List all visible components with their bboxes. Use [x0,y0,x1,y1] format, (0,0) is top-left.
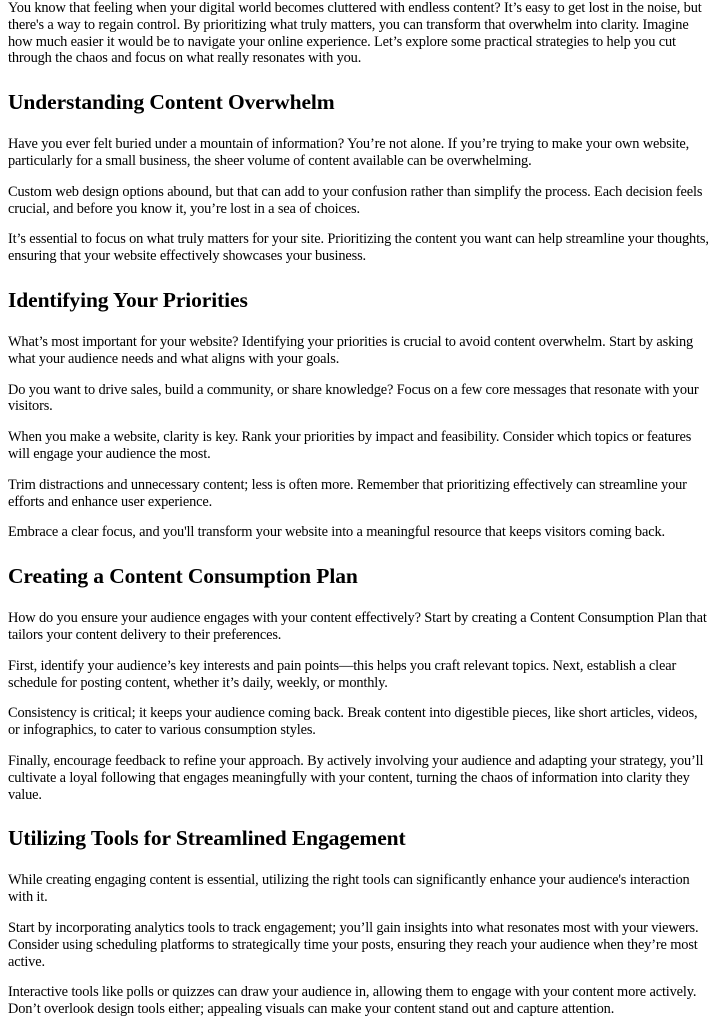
section-understanding-content-overwhelm [8,90,712,265]
paragraph: Do you want to drive sales, build a community, or share knowledge? Focus on a few core messages that resonate with your visitors. [8,381,699,415]
section-creating-content-consumption-plan [8,564,712,803]
paragraph: It’s essential to focus on what truly matters for your site. Prioritizing the content you want can help streamline your thoughts, ensuring that your website effectively showcases your business. [8,231,709,265]
paragraph: While creating engaging content is essential, utilizing the right tools can significantly enhance your audience's interaction with it. [8,872,690,906]
intro-paragraph: You know that feeling when your digital world becomes cluttered with endless content? It’s easy to get lost in the noise, but there's a way to regain control. By prioritizing what truly matters, you can transform that overwhelm into clarity. Imagine how much easier it would be to navigate your online experience. Let’s explore some practical strategies to help you cut through the chaos and focus on what really resonates with you. [8,0,702,67]
section-identifying-your-priorities [8,288,712,541]
paragraph: Have you ever felt buried under a mountain of information? You’re not alone. If you’re trying to make your own website, particularly for a small business, the sheer volume of content available can be overwhelming. [8,136,690,169]
paragraph: Consistency is critical; it keeps your audience coming back. Break content into digestible pieces, like short articles, videos, or infographics, to cater to various consumption styles. [8,705,698,739]
section-heading: Utilizing Tools for Streamlined Engagement [8,826,406,851]
section-utilizing-tools [8,826,712,1018]
section-heading: Understanding Content Overwhelm [8,90,335,115]
paragraph: What’s most important for your website? Identifying your priorities is crucial to avoid content overwhelm. Start by asking what your audience needs and what aligns with your goals. [8,333,694,367]
paragraph: Trim distractions and unnecessary content; less is often more. Remember that prioritizing effectively can streamline your efforts and enhance user experience. [8,476,687,510]
section-heading: Creating a Content Consumption Plan [8,564,358,589]
paragraph: When you make a website, clarity is key. Rank your priorities by impact and feasibility. Consider which topics or features will engage your audience the most. [8,429,692,462]
paragraph: Start by incorporating analytics tools to track engagement; you’ll gain insights into what resonates most with your viewers. Consider using scheduling platforms to strategically time your posts, ensuring they reach your audience when they’re most active. [8,919,699,970]
paragraph: First, identify your audience’s key interests and pain points—this helps you craft relevant topics. Next, establish a clear schedule for posting content, whether it’s daily, weekly, or monthly. [8,657,677,691]
section-heading: Identifying Your Priorities [8,287,248,312]
paragraph: Interactive tools like polls or quizzes can draw your audience in, allowing them to engage with your content more actively. Don’t overlook design tools either; appealing visuals can make your content stand out and capture attention. [8,984,697,1018]
paragraph: Embrace a clear focus, and you'll transform your website into a meaningful resource that keeps visitors coming back. [8,524,665,541]
paragraph: Custom web design options abound, but that can add to your confusion rather than simplify the process. Each decision feels crucial, and before you know it, you’re lost in a sea of choices. [8,183,703,217]
paragraph: Finally, encourage feedback to refine your approach. By actively involving your audience and adapting your strategy, you’ll cultivate a loyal following that engages meaningfully with your content, turning the chaos of information into clarity they value. [8,752,704,803]
paragraph: How do you ensure your audience engages with your content effectively? Start by creating a Content Consumption Plan that tailors your content delivery to their preferences. [8,610,707,643]
